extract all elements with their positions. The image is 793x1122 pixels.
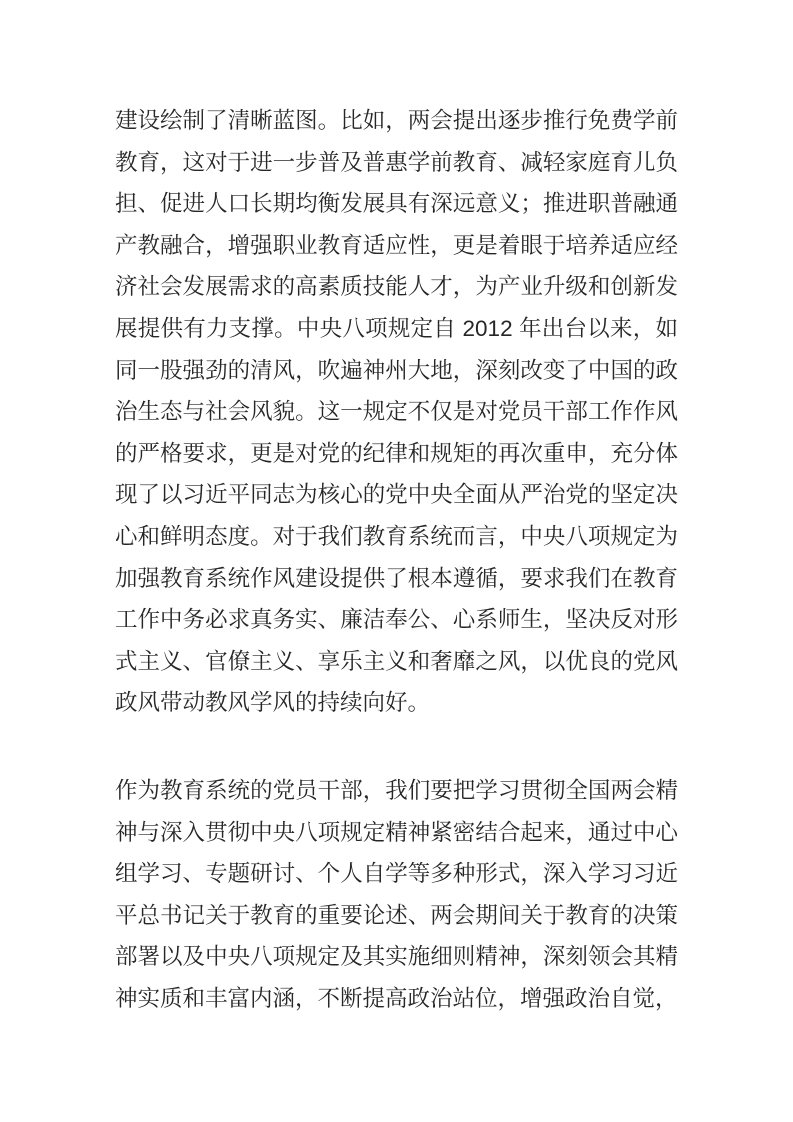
paragraph-2: 作为教育系统的党员干部，我们要把学习贯彻全国两会精神与深入贯彻中央八项规定精神紧密结合起来，通过中心组学习、专题研讨、个人自学等多种形式，深入学习习近平总书记关于教育的重要论述、两会期间关于教育的决策部署以及中央八项规定及其实施细则精神，深刻领会其精神实质和丰富内涵，不断提高政治站位，增强政治自觉， — [115, 777, 678, 1011]
paragraph-1: 建设绘制了清晰蓝图。比如，两会提出逐步推行免费学前教育，这对于进一步普及普惠学前教育、减轻家庭育儿负担、促进人口长期均衡发展具有深远意义；推进职普融通产教融合，增强职业教育适应性，更是着眼于培养适应经济社会发展需求的高素质技能人才，为产业升级和创新发展提供有力支撑。中央八项规定自 2012 年出台以来，如同一股强劲的清风，吹遍神州大地，深刻改变了中国的政治生态与社会风貌。这一规定不仅是对党员干部工作作风的严格要求，更是对党的纪律和规矩的再次重申，充分体现了以习近平同志为核心的党中央全面从严治党的坚定决心和鲜明态度。对于我们教育系统而言，中央八项规定为加强教育系统作风建设提供了根本遵循，要求我们在教育工作中务必求真务实、廉洁奉公、心系师生，坚决反对形式主义、官僚主义、享乐主义和奢靡之风，以优良的党风政风带动教风学风的持续向好。 — [115, 108, 678, 716]
document-body — [115, 100, 678, 1019]
